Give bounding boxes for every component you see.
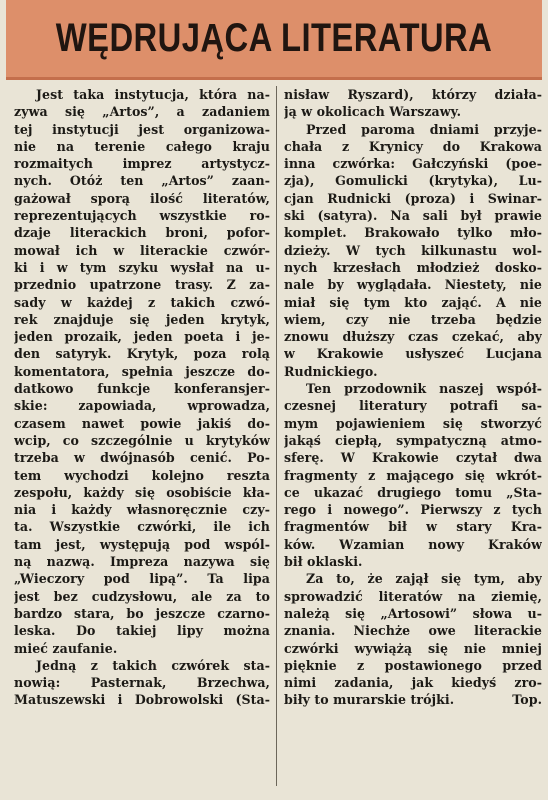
text-line: tam jest, występują pod wspól- [14,536,270,552]
text-line: ją w okolicach Warszawy. [284,104,462,120]
text-line: czesnej literatury potrafi sa- [284,398,542,414]
text-line: Rudnickiego. [284,363,378,379]
text-line: reprezentujących wszystkie ro- [14,208,270,224]
text-line: fragmenty z mającego się wkrót- [284,467,542,483]
text-line: przednio upatrzone trasy. Z za- [14,277,270,293]
text-line: ta. Wszystkie czwórki, ile ich [14,519,270,535]
text-line: sady w każdej z takich czwó- [14,294,270,310]
text-line: inna czwórka: Gałczyński (poe- [284,156,542,172]
text-line: komentatora, spełnia jeszcze do- [14,363,270,379]
text-line: rozmaitych imprez artystycz- [14,156,270,172]
text-line-content: biły to murarskie trójki. [284,692,455,708]
text-line: mym pojawieniem się stworzyć [284,415,542,431]
title-banner [6,0,542,80]
text-line: sprowadzić literatów na ziemię, [284,588,542,604]
text-line: datkowo funkcje konferansjer- [14,381,270,397]
text-line: nie na terenie całego kraju [14,138,270,154]
text-line: komplet. Brakowało tylko mło- [284,225,542,241]
text-line: Przed paroma dniami przyje- [306,121,542,137]
text-line: tem wychodzi kolejno reszta [14,467,270,483]
text-line: skie: zapowiada, wprowadza, [14,398,270,414]
text-line: wcip, co szczególnie u krytyków [14,432,270,448]
text-line: nimi zadania, jak kiedyś zro- [284,675,542,691]
text-line: znania. Niechże owe literackie [284,623,542,639]
text-line: tej instytucji jest organizowa- [14,121,270,137]
text-line: Za to, że zajął się tym, aby [306,571,542,587]
text-line: mował ich w literackie czwór- [14,242,270,258]
text-line: jeden prozaik, jeden poeta i je- [14,329,270,345]
article-column-left [14,86,270,709]
text-line: wiem, czy nie trzeba będzie [284,311,542,327]
text-line: dzaje literackich broni, pofor- [14,225,270,241]
text-line: Jest taka instytucja, która na- [36,87,270,102]
text-line: czasem nawet powie jakiś do- [14,415,270,431]
text-line: czwórki wywiążą się nie mniej [284,640,542,656]
text-line: jest bez cudzysłowu, ale za to [14,588,270,604]
text-line: gażował sporą ilość literatów, [14,190,270,206]
text-line: jakąś ciepłą, sympatyczną atmo- [284,432,542,448]
text-line: rek znajduje się jeden krytyk, [14,311,270,327]
text-line: należą się „Artosowi” słowa u- [284,605,542,621]
text-line: ki i w tym szyku wysłał na u- [14,259,270,275]
text-line: zja), Gomulicki (krytyka), Lu- [284,173,542,189]
text-line: miał się tym kto zająć. A nie [284,294,542,310]
text-line: w Krakowie usłyszeć Lucjana [284,346,542,362]
article-title: WĘDRUJĄCA LITERATURA [55,16,493,60]
text-line: ną nazwą. Impreza nazywa się [14,554,270,570]
text-line: pięknie z postawionego przed [284,657,542,673]
text-line: Ten przodownik naszej współ- [306,381,542,397]
text-line: nia i każdy własnoręcznie czy- [14,502,270,518]
text-line: ce ukazać drugiego tomu „Sta- [284,484,542,500]
text-line: cjan Rudnicki (proza) i Swinar- [284,190,542,206]
text-line: nisław Ryszard), którzy działa- [284,87,542,102]
text-line: bardzo stara, bo jeszcze czarno- [14,605,270,621]
text-line: den satyryk. Krytyk, poza rolą [14,346,270,362]
text-line [284,691,542,708]
text-line: nowią: Pasternak, Brzechwa, [14,675,270,691]
column-divider [276,86,277,786]
text-line: znowu dłuższy czas czekać, aby [284,329,542,345]
text-line: sferę. W Krakowie czytał dwa [284,450,542,466]
text-line: bił oklaski. [284,554,363,570]
text-line: trzeba w dwójnasób cenić. Po- [14,450,270,466]
text-line: mieć zaufanie. [14,640,118,656]
text-line: rego i nowego”. Pierwszy z tych [284,502,542,518]
text-line: zywa się „Artos”, a zadaniem [14,104,270,120]
author-signature: Top. [512,692,542,708]
text-line: nych. Otóż ten „Artos” zaan- [14,173,270,189]
text-line: Jedną z takich czwórek sta- [36,657,270,673]
text-line: „Wieczory pod lipą”. Ta lipa [14,571,270,587]
text-line: dzieży. W tych kilkunastu wol- [284,242,542,258]
text-line: nale by wyglądała. Niestety, nie [284,277,542,293]
text-line: nych krzesłach młodzież dosko- [284,259,542,275]
text-line: zespołu, każdy się osobiście kła- [14,484,270,500]
article-column-right [284,86,542,709]
text-line: leska. Do takiej lipy można [14,623,270,639]
text-line: ski (satyra). Na sali był prawie [284,208,542,224]
text-line: chała z Krynicy do Krakowa [284,138,542,154]
text-line: Matuszewski i Dobrowolski (Sta- [14,692,270,708]
text-line: fragmentów bił w stary Kra- [284,519,542,535]
text-line: ków. Wzamian nowy Kraków [284,536,542,552]
